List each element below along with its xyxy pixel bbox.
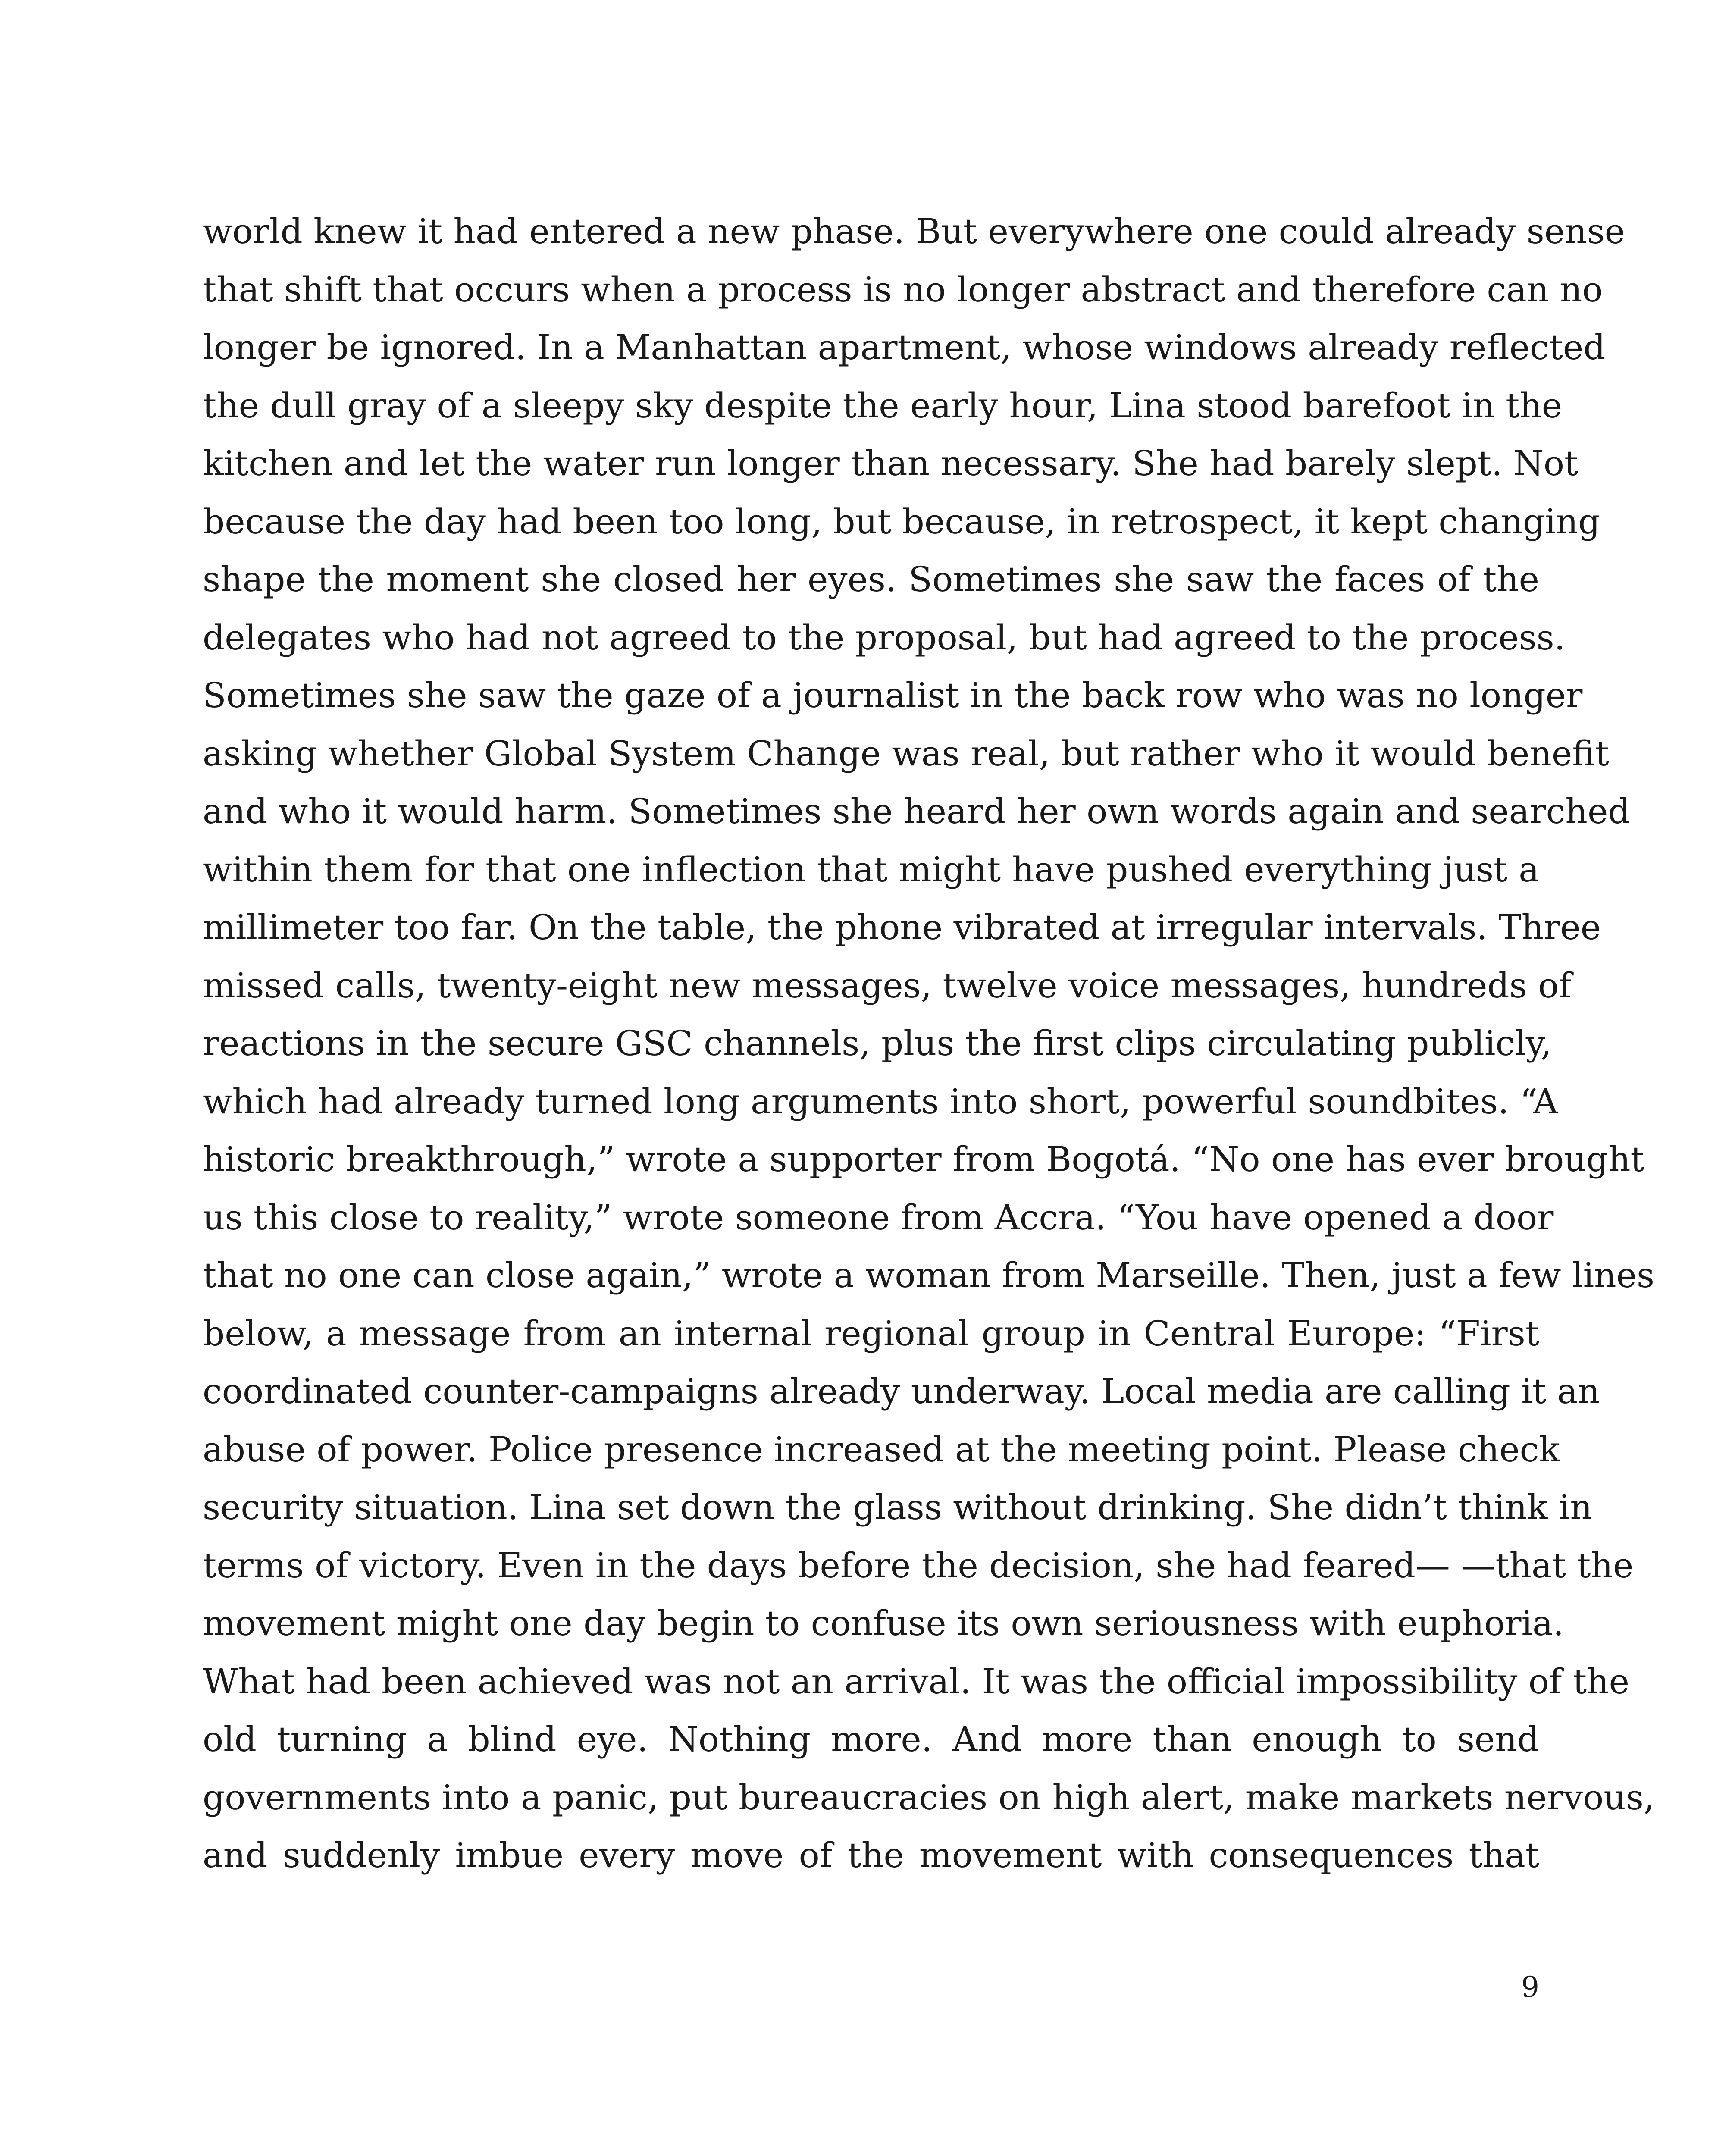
body-paragraph xyxy=(203,203,1655,1885)
text-line: movement might one day begin to confuse its own seriousness with euphoria. xyxy=(203,1603,1564,1643)
text-line: coordinated counter-campaigns already underway. Local media are calling it an xyxy=(203,1371,1600,1411)
text-line: because the day had been too long, but because, in retrospect, it kept changing xyxy=(203,501,1600,542)
text-line: delegates who had not agreed to the proposal, but had agreed to the process. xyxy=(203,617,1566,658)
text-line: governments into a panic, put bureaucracies on high alert, make markets nervous, xyxy=(203,1777,1655,1818)
text-line: below, a message from an internal regional group in Central Europe: “First xyxy=(203,1313,1539,1354)
page-number: 9 xyxy=(1521,1971,1539,2004)
text-line: What had been achieved was not an arrival. It was the official impossibility of the xyxy=(203,1661,1629,1702)
text-line: which had already turned long arguments into short, powerful soundbites. “A xyxy=(203,1081,1558,1122)
text-line: terms of victory. Even in the days before the decision, she had feared— —that the xyxy=(203,1545,1634,1586)
text-line: millimeter too far. On the table, the phone vibrated at irregular intervals. Three xyxy=(203,907,1601,947)
text-line: and suddenly imbue every move of the movement with consequences that xyxy=(203,1835,1539,1875)
text-line: that shift that occurs when a process is no longer abstract and therefore can no xyxy=(203,269,1603,310)
text-line: historic breakthrough,” wrote a supporter from Bogotá. “No one has ever brought xyxy=(203,1139,1644,1179)
text-line: longer be ignored. In a Manhattan apartment, whose windows already reflected xyxy=(203,327,1606,367)
text-line: old turning a blind eye. Nothing more. And more than enough to send xyxy=(203,1719,1539,1759)
text-line: shape the moment she closed her eyes. Sometimes she saw the faces of the xyxy=(203,559,1539,599)
text-line: reactions in the secure GSC channels, plus the first clips circulating publicly, xyxy=(203,1023,1552,1063)
text-line: us this close to reality,” wrote someone from Accra. “You have opened a door xyxy=(203,1197,1554,1238)
text-line: missed calls, twenty-eight new messages, twelve voice messages, hundreds of xyxy=(203,965,1572,1006)
text-line: and who it would harm. Sometimes she heard her own words again and searched xyxy=(203,791,1630,831)
text-line: asking whether Global System Change was real, but rather who it would benefit xyxy=(203,733,1609,774)
text-line: abuse of power. Police presence increased at the meeting point. Please check xyxy=(203,1429,1560,1470)
text-line: Sometimes she saw the gaze of a journalist in the back row who was no longer xyxy=(203,675,1583,715)
text-line: security situation. Lina set down the glass without drinking. She didn’t think in xyxy=(203,1487,1592,1527)
text-line: world knew it had entered a new phase. But everywhere one could already sense xyxy=(203,211,1626,251)
text-line: kitchen and let the water run longer than necessary. She had barely slept. Not xyxy=(203,443,1579,483)
text-line: the dull gray of a sleepy sky despite the early hour, Lina stood barefoot in the xyxy=(203,385,1563,426)
text-line: within them for that one inflection that might have pushed everything just a xyxy=(203,849,1539,890)
text-line: that no one can close again,” wrote a woman from Marseille. Then, just a few lines xyxy=(203,1255,1655,1295)
